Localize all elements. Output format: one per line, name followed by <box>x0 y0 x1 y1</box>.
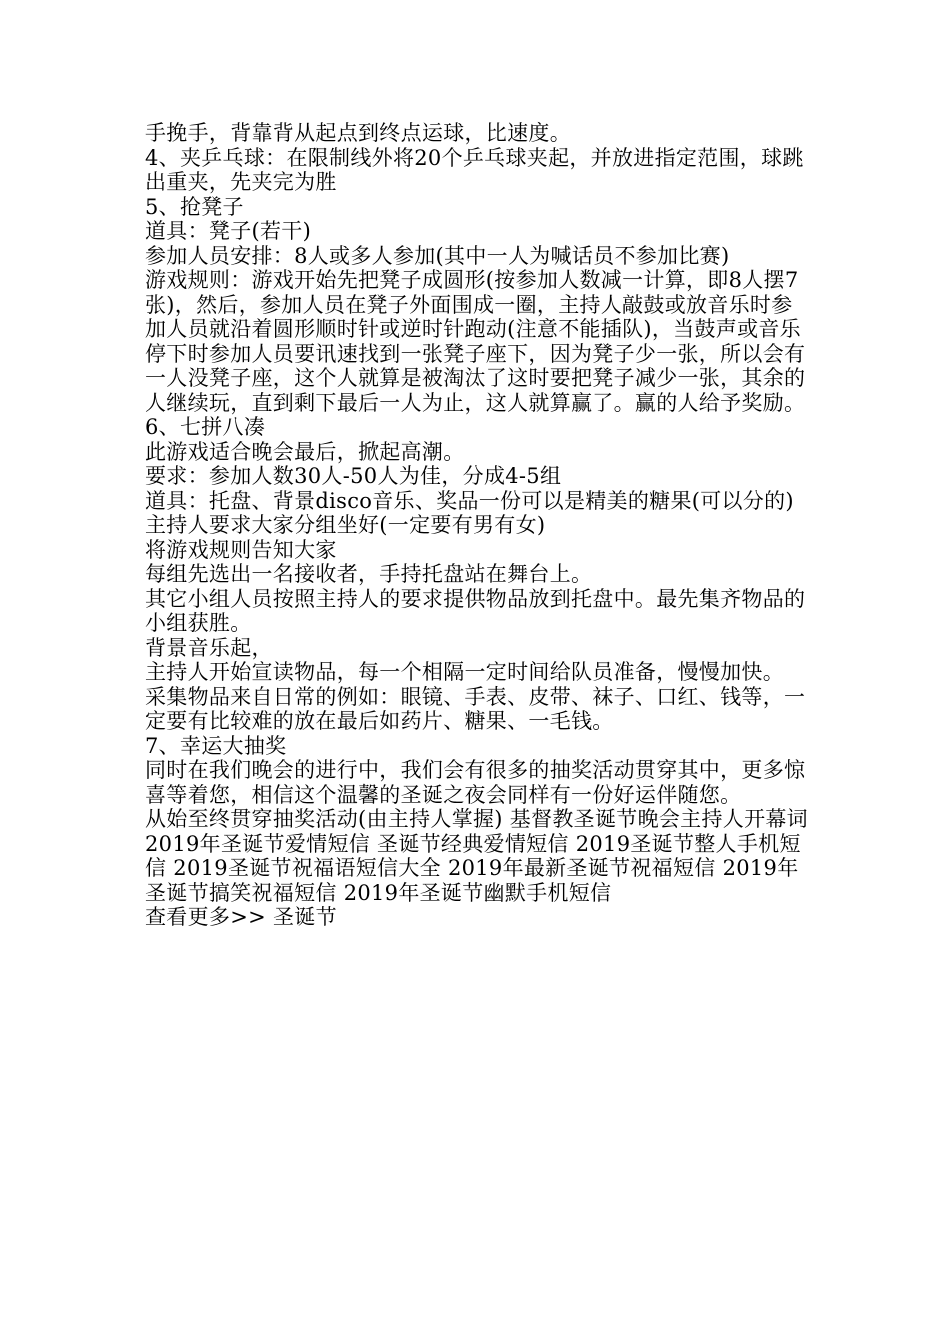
related-link[interactable]: 圣诞节经典爱情短信 <box>377 831 569 856</box>
paragraph: 其它小组人员按照主持人的要求提供物品放到托盘中。最先集齐物品的小组获胜。 <box>145 586 806 635</box>
paragraph: 采集物品来自日常的例如：眼镜、手表、皮带、袜子、口红、钱等，一定要有比较难的放在最后如药片、糖果、一毛钱。 <box>145 684 806 733</box>
more-links <box>145 905 810 930</box>
paragraph: 将游戏规则告知大家 <box>145 537 337 562</box>
document-body <box>145 121 810 930</box>
paragraph: 游戏规则：游戏开始先把凳子成圆形(按参加人数减一计算，即8人摆7张)，然后，参加人员在凳子外面围成一圈，主持人敲鼓或放音乐时参加人员就沿着圆形顺时针或逆时针跑动(注意不能插队)，当鼓声或音乐停下时参加人员要讯速找到一张凳子座下，因为凳子少一张，所以会有一人没凳子座，这个人就算是被淘汰了这时要把凳子减少一张，其余的人继续玩，直到剩下最后一人为止，这人就算赢了。赢的人给予奖励。 <box>145 268 806 415</box>
paragraph: 主持人要求大家分组坐好(一定要有男有女) <box>145 513 546 537</box>
related-link[interactable]: 基督教圣诞节晚会主持人开幕词 <box>509 807 808 831</box>
section-heading: 7、幸运大抽奖 <box>145 733 287 758</box>
paragraph: 主持人开始宣读物品，每一个相隔一定时间给队员准备，慢慢加快。 <box>145 660 784 684</box>
paragraph: 道具：凳子(若干) <box>145 219 312 243</box>
section-heading: 5、抢凳子 <box>145 194 244 219</box>
paragraph: 道具：托盘、背景disco音乐、奖品一份可以是精美的糖果(可以分的) <box>145 488 794 513</box>
section-heading: 6、七拼八凑 <box>145 415 266 439</box>
paragraph: 此游戏适合晚会最后，掀起高潮。 <box>145 439 465 464</box>
paragraph: 背景音乐起， <box>145 635 273 660</box>
paragraph: 要求：参加人数30人-50人为佳，分成4-5组 <box>145 464 562 488</box>
related-link[interactable]: 2019年圣诞节幽默手机短信 <box>343 880 612 905</box>
related-links <box>145 807 810 905</box>
related-link[interactable]: 2019年最新圣诞节祝福短信 <box>447 856 716 880</box>
related-link[interactable]: 2019圣诞节整人手机短信 <box>145 831 801 880</box>
tag-link[interactable]: 圣诞节 <box>272 905 337 929</box>
paragraph: 同时在我们晚会的进行中，我们会有很多的抽奖活动贯穿其中，更多惊喜等着您，相信这个温馨的圣诞之夜会同样有一份好运伴随您。 <box>145 758 806 807</box>
paragraph: 手挽手，背靠背从起点到终点运球，比速度。 <box>145 121 571 145</box>
paragraph: 参加人员安排：8人或多人参加(其中一人为喊话员不参加比赛) <box>145 243 730 268</box>
paragraph: 每组先选出一名接收者，手持托盘站在舞台上。 <box>145 562 593 586</box>
paragraph: 4、夹乒乓球：在限制线外将20个乒乓球夹起，并放进指定范围，球跳出重夹，先夹完为胜 <box>145 145 804 194</box>
view-more-link[interactable]: 查看更多>> <box>145 905 266 929</box>
related-link[interactable]: 2019年圣诞节爱情短信 <box>145 831 371 856</box>
related-link[interactable]: 2019圣诞节祝福语短信大全 <box>173 856 441 880</box>
related-lead: 从始至终贯穿抽奖活动(由主持人掌握) <box>145 807 503 831</box>
related-link[interactable]: 2019年圣诞节搞笑祝福短信 <box>145 856 799 905</box>
